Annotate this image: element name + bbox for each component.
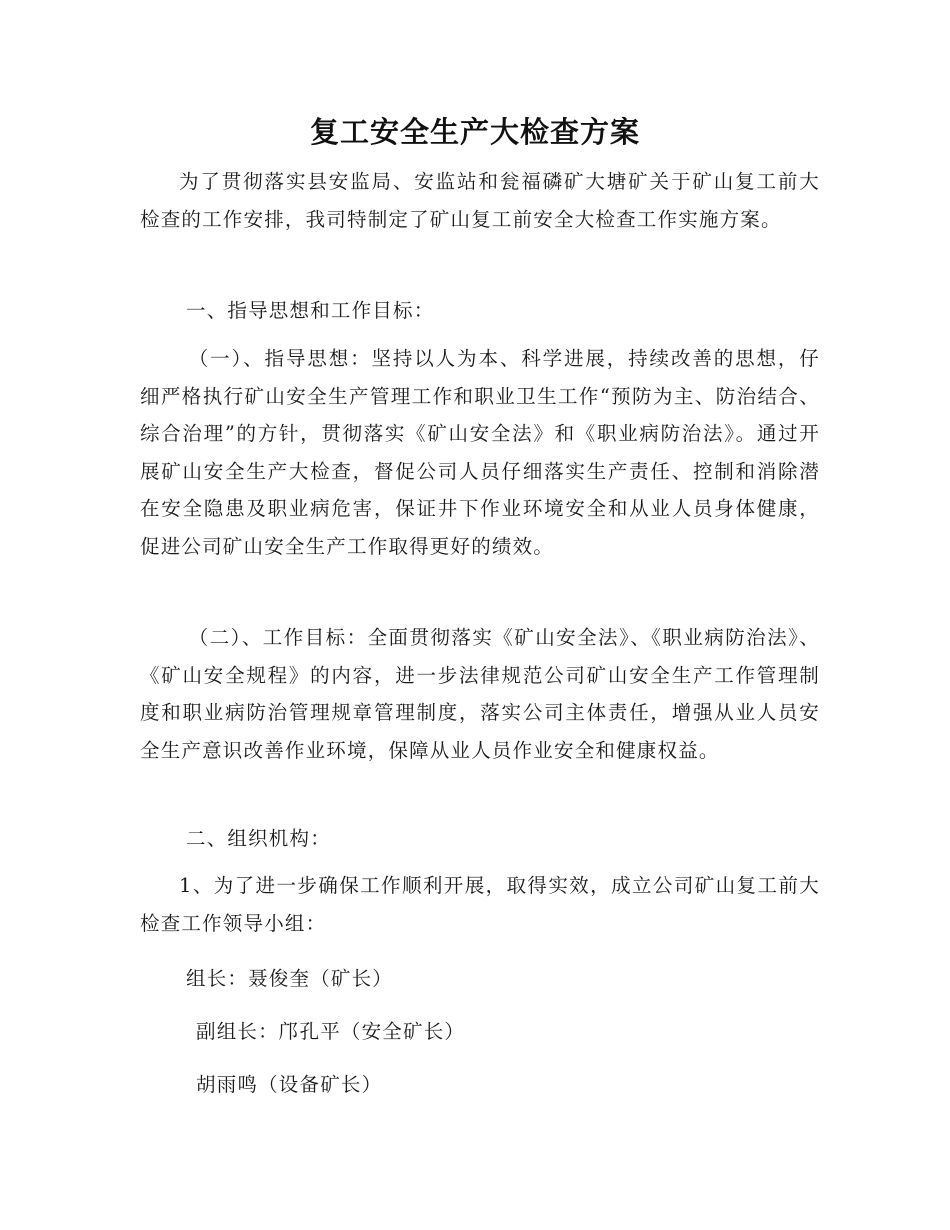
leader-line: 组长：聂俊奎（矿长） [186, 967, 394, 990]
deputy-leader-line-2: 胡雨鸣（设备矿长） [196, 1073, 383, 1096]
section-heading-organization: 二、组织机构： [186, 827, 331, 850]
deputy-leader-line: 副组长：邝孔平（安全矿长） [196, 1020, 466, 1043]
intro-paragraph: 为了贯彻落实县安监局、安监站和瓮福磷矿大塘矿关于矿山复工前大检查的工作安排，我司特制定了矿山复工前安全大检查工作实施方案。 [140, 170, 820, 231]
org-item-1-paragraph: 1、为了进一步确保工作顺利开展，取得实效，成立公司矿山复工前大检查工作领导小组： [140, 874, 820, 935]
work-goal-paragraph: （二）、工作目标：全面贯彻落实《矿山安全法》、《职业病防治法》、《矿山安全规程》的内容，进一步法律规范公司矿山安全生产工作管理制度和职业病防治管理规章管理制度，落实公司主体责任，增强从业人员安全生产意识改善作业环境，保障从业人员作业安全和健康权益。 [140, 626, 820, 762]
guiding-thought-paragraph: （一）、指导思想：坚持以人为本、科学进展，持续改善的思想，仔细严格执行矿山安全生产管理工作和职业卫生工作“预防为主、防治结合、综合治理”的方针，贯彻落实《矿山安全法》和《职业病防治法》。通过开展矿山安全生产大检查，督促公司人员仔细落实生产责任、控制和消除潜在安全隐患及职业病危害，保证井下作业环境安全和从业人员身体健康，促进公司矿山安全生产工作取得更好的绩效。 [140, 347, 820, 558]
section-heading-guiding: 一、指导思想和工作目标： [186, 299, 435, 322]
document-title: 复工安全生产大检查方案 [309, 115, 640, 149]
